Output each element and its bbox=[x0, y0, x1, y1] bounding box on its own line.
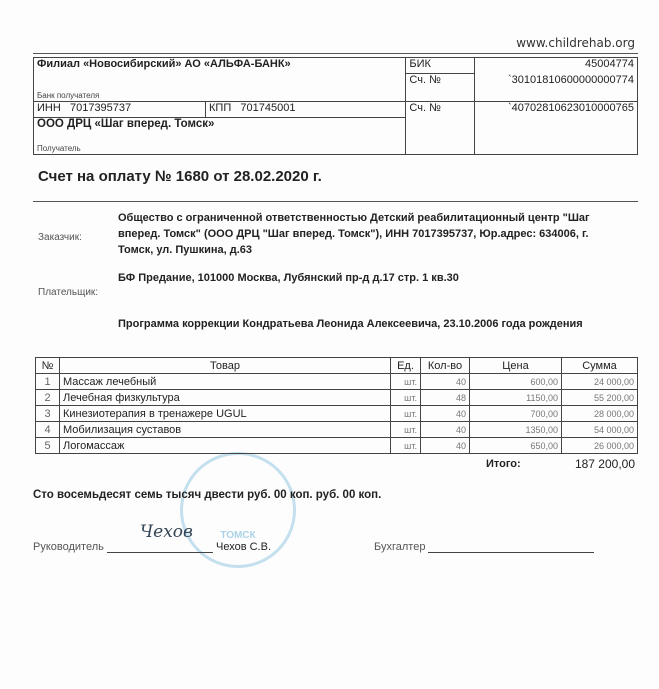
col-num: № bbox=[36, 358, 60, 374]
row-price: 700,00 bbox=[470, 406, 562, 422]
row-price: 650,00 bbox=[470, 438, 562, 454]
bik-value: 45004774 bbox=[475, 58, 638, 74]
row-qty: 48 bbox=[421, 390, 470, 406]
customer-details: Общество с ограниченной ответственностью Детский реабилитационный центр "Шаг вперед. Томск" (ООО ДРЦ "Шаг вперед. Томск"), ИНН 7017395737, Юр.адрес: 634006, г. Томск, ул. Пушкина, д.63 bbox=[118, 212, 590, 256]
bank-label: Банк получателя bbox=[37, 91, 100, 100]
col-unit: Ед. bbox=[391, 358, 421, 374]
row-qty: 40 bbox=[421, 438, 470, 454]
signature: Чехов bbox=[140, 522, 193, 542]
director-name: Чехов С.В. bbox=[216, 541, 271, 553]
program-text: Программа коррекции Кондратьева Леонида Алексеевича, 23.10.2006 года рождения bbox=[118, 318, 583, 330]
bank-details-table bbox=[33, 57, 638, 155]
items-table bbox=[35, 357, 638, 454]
row-item: Кинезиотерапия в тренажере UGUL bbox=[60, 406, 391, 422]
row-num: 2 bbox=[36, 390, 60, 406]
row-price: 600,00 bbox=[470, 374, 562, 390]
col-sum: Сумма bbox=[562, 358, 638, 374]
row-item: Массаж лечебный bbox=[60, 374, 391, 390]
row-num: 3 bbox=[36, 406, 60, 422]
accountant-sign-line bbox=[428, 552, 594, 553]
total-value: 187 200,00 bbox=[574, 457, 635, 471]
acc-label: Сч. № bbox=[406, 102, 475, 155]
divider bbox=[33, 201, 638, 202]
row-unit: шт. bbox=[391, 390, 421, 406]
recipient-cell bbox=[34, 118, 406, 155]
amount-words: Сто восемьдесят семь тысяч двести руб. 00 коп. руб. 00 коп. bbox=[33, 489, 382, 501]
acc-value: `40702810623010000765 bbox=[475, 102, 638, 155]
recipient-name: ООО ДРЦ «Шаг вперед. Томск» bbox=[37, 118, 215, 130]
col-qty: Кол-во bbox=[421, 358, 470, 374]
row-unit: шт. bbox=[391, 406, 421, 422]
row-unit: шт. bbox=[391, 438, 421, 454]
accountant-label: Бухгалтер bbox=[374, 541, 426, 553]
row-unit: шт. bbox=[391, 374, 421, 390]
table-row bbox=[36, 422, 638, 438]
stamp-text: ТОМСК bbox=[220, 530, 256, 541]
row-unit: шт. bbox=[391, 422, 421, 438]
row-qty: 40 bbox=[421, 374, 470, 390]
table-row bbox=[36, 374, 638, 390]
payer-label: Плательщик: bbox=[38, 287, 99, 298]
row-sum: 55 200,00 bbox=[562, 390, 638, 406]
corr-acc-label: Сч. № bbox=[406, 74, 475, 102]
col-item: Товар bbox=[60, 358, 391, 374]
corr-acc-value: `30101810600000000774 bbox=[475, 74, 638, 102]
row-sum: 54 000,00 bbox=[562, 422, 638, 438]
row-qty: 40 bbox=[421, 406, 470, 422]
total-label: Итого: bbox=[486, 458, 521, 470]
divider bbox=[33, 53, 638, 54]
customer-label: Заказчик: bbox=[38, 232, 82, 243]
director-sign-line bbox=[107, 552, 213, 553]
kpp-value: 701745001 bbox=[240, 102, 296, 114]
table-row bbox=[36, 390, 638, 406]
row-price: 1350,00 bbox=[470, 422, 562, 438]
kpp-label: КПП bbox=[209, 102, 232, 114]
table-header bbox=[36, 358, 638, 374]
row-sum: 28 000,00 bbox=[562, 406, 638, 422]
director-label: Руководитель bbox=[33, 541, 104, 553]
payer-details: БФ Предание, 101000 Москва, Лубянский пр-д д.17 стр. 1 кв.30 bbox=[118, 272, 459, 284]
row-num: 4 bbox=[36, 422, 60, 438]
bank-cell bbox=[34, 58, 406, 102]
table-row bbox=[36, 406, 638, 422]
row-price: 1150,00 bbox=[470, 390, 562, 406]
bik-label: БИК bbox=[406, 58, 475, 74]
website: www.childrehab.org bbox=[516, 36, 635, 50]
recipient-label: Получатель bbox=[37, 144, 81, 153]
row-item: Лечебная физкультура bbox=[60, 390, 391, 406]
inn-cell bbox=[34, 102, 206, 118]
inn-label: ИНН bbox=[37, 102, 61, 114]
invoice-title: Счет на оплату № 1680 от 28.02.2020 г. bbox=[38, 168, 322, 185]
row-item: Логомассаж bbox=[60, 438, 391, 454]
row-num: 1 bbox=[36, 374, 60, 390]
col-price: Цена bbox=[470, 358, 562, 374]
row-item: Мобилизация суставов bbox=[60, 422, 391, 438]
inn-value: 7017395737 bbox=[69, 102, 132, 114]
kpp-cell bbox=[206, 102, 406, 118]
row-sum: 24 000,00 bbox=[562, 374, 638, 390]
bank-name: Филиал «Новосибирский» АО «АЛЬФА-БАНК» bbox=[37, 58, 291, 70]
row-qty: 40 bbox=[421, 422, 470, 438]
table-row bbox=[36, 438, 638, 454]
row-sum: 26 000,00 bbox=[562, 438, 638, 454]
row-num: 5 bbox=[36, 438, 60, 454]
